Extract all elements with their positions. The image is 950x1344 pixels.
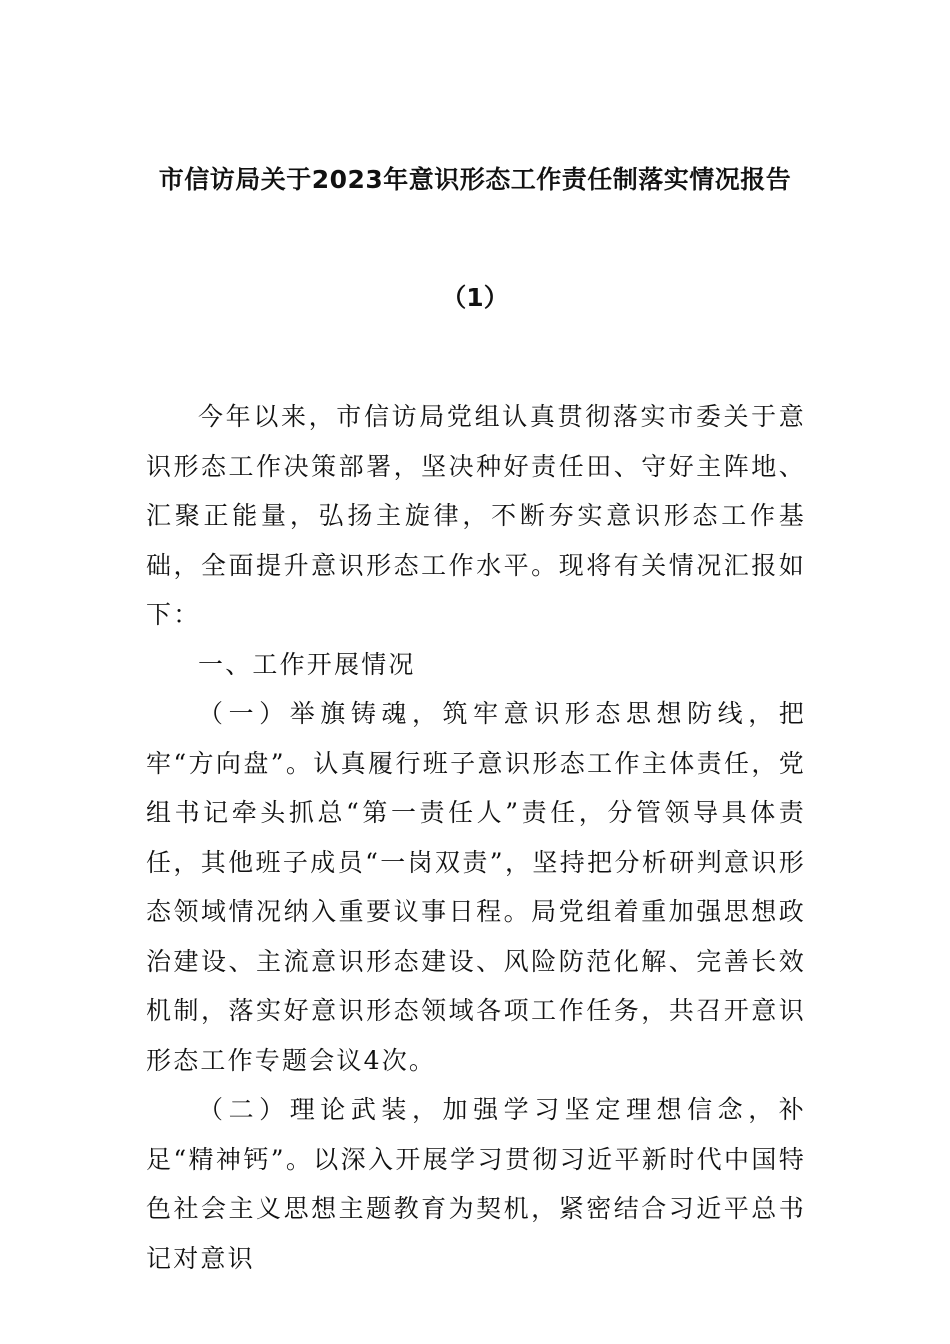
paragraph-item-2: （二）理论武装，加强学习坚定理想信念，补足“精神钙”。以深入开展学习贯彻习近平新时代中国特色社会主义思想主题教育为契机，紧密结合习近平总书记对意识 — [146, 1095, 806, 1273]
document-title: 市信访局关于2023年意识形态工作责任制落实情况报告 — [158, 165, 792, 194]
section-heading-work-status: 一、工作开展情况 — [198, 649, 416, 679]
document-body — [146, 392, 806, 1283]
document-subtitle: （1） — [441, 283, 509, 312]
paragraph-item-1: （一）举旗铸魂，筑牢意识形态思想防线，把牢“方向盘”。认真履行班子意识形态工作主体责任，党组书记牵头抓总“第一责任人”责任，分管领导具体责任，其他班子成员“一岗双责”，坚持把分析研判意识形态领域情况纳入重要议事日程。局党组着重加强思想政治建设、主流意识形态建设、风险防范化解、完善长效机制，落实好意识形态领域各项工作任务，共召开意识形态工作专题会议4次。 — [146, 699, 806, 1075]
paragraph-intro: 今年以来，市信访局党组认真贯彻落实市委关于意识形态工作决策部署，坚决种好责任田、守好主阵地、汇聚正能量，弘扬主旋律，不断夯实意识形态工作基础，全面提升意识形态工作水平。现将有关情况汇报如下： — [146, 402, 806, 629]
